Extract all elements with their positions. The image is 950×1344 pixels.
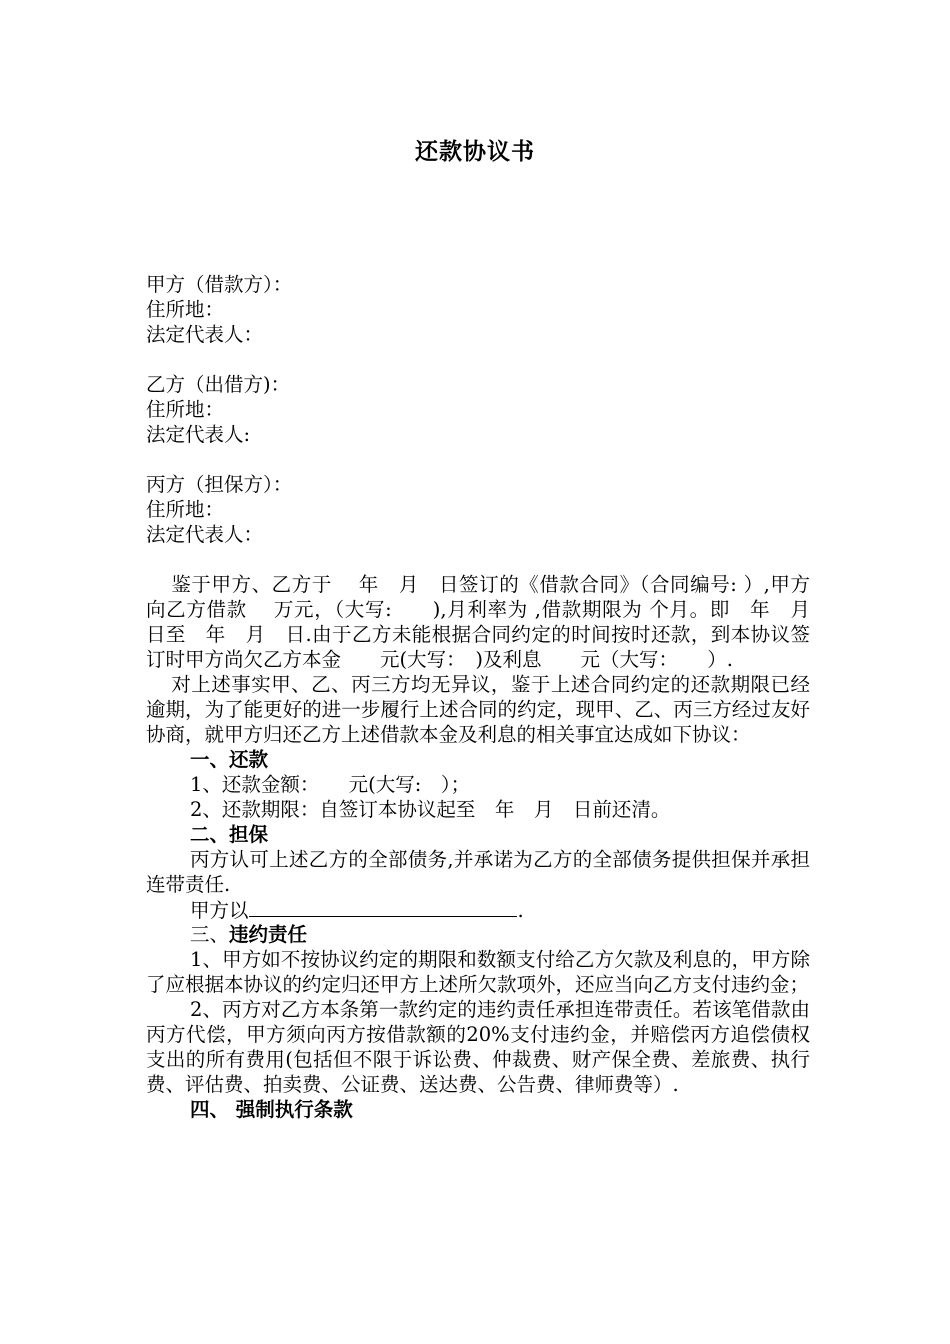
section-1-heading: 一、还款 <box>190 748 269 771</box>
section-1-item-1: 1、还款金额： 元(大写: ）； <box>190 773 471 796</box>
section-3-heading <box>146 922 810 947</box>
section-3-heading-number: 三、 <box>190 923 230 946</box>
pledge-prefix: 甲方以 <box>190 899 249 922</box>
section-1-item-2: 2、还款期限：自签订本协议起至 年 月 日前还清。 <box>190 798 671 821</box>
section-2-heading: 二、担保 <box>190 823 269 846</box>
section-4-heading: 四、 强制执行条款 <box>190 1098 353 1121</box>
section-2-pledge <box>146 897 810 922</box>
party-c-address: 住所地： <box>146 498 225 521</box>
party-c-name: 丙方（担保方）： <box>146 473 293 496</box>
section-2-text: 丙方认可上述乙方的全部债务,并承诺为乙方的全部债务提供担保并承担连带责任. <box>146 848 810 896</box>
document-body <box>146 272 830 1122</box>
recital-paragraph-1: 鉴于甲方、乙方于 年 月 日签订的《借款合同》（合同编号: ）,甲方向乙方借款 万元，（大写: ),月利率为 ,借款期限为 个月。即 年 月 日至 年 月 日.由于乙方未能根据合同约定的时间按时还款，到本协议签订时甲方尚欠乙方本金 元(大写： )及利息 元（大写： ）. <box>146 573 830 671</box>
recital-paragraph-2: 对上述事实甲、乙、丙三方均无异议，鉴于上述合同约定的还款期限已经逾期，为了能更好的进一步履行上述合同的约定，现甲、乙、丙三方经过友好协商，就甲方归还乙方上述借款本金及利息的相关事宜达成如下协议： <box>146 673 810 746</box>
pledge-suffix: . <box>517 899 524 922</box>
section-3-item-1: 1、甲方如不按协议约定的期限和数额支付给乙方欠款及利息的，甲方除了应根据本协议的约定归还甲方上述所欠款项外，还应当向乙方支付违约金； <box>146 948 810 996</box>
party-c-representative: 法定代表人： <box>146 523 264 546</box>
party-a-representative: 法定代表人： <box>146 323 264 346</box>
party-b-name: 乙方（出借方)： <box>146 373 291 396</box>
pledge-blank-line <box>249 897 517 917</box>
document-title: 还款协议书 <box>415 138 535 165</box>
party-b-address: 住所地： <box>146 398 225 421</box>
party-a-name: 甲方（借款方）： <box>146 273 293 296</box>
party-a-address: 住所地： <box>146 298 225 321</box>
section-3-heading-text: 违约责任 <box>229 923 308 946</box>
section-3-item-2: 2、丙方对乙方本条第一款约定的违约责任承担连带责任。若该笔借款由丙方代偿，甲方须向丙方按借款额的20%支付违约金，并赔偿丙方追偿债权支出的所有费用(包括但不限于诉讼费、仲裁费、财产保全费、差旅费、执行费、评估费、拍卖费、公证费、送达费、公告费、律师费等）. <box>146 998 810 1096</box>
party-b-representative: 法定代表人: <box>146 423 251 446</box>
